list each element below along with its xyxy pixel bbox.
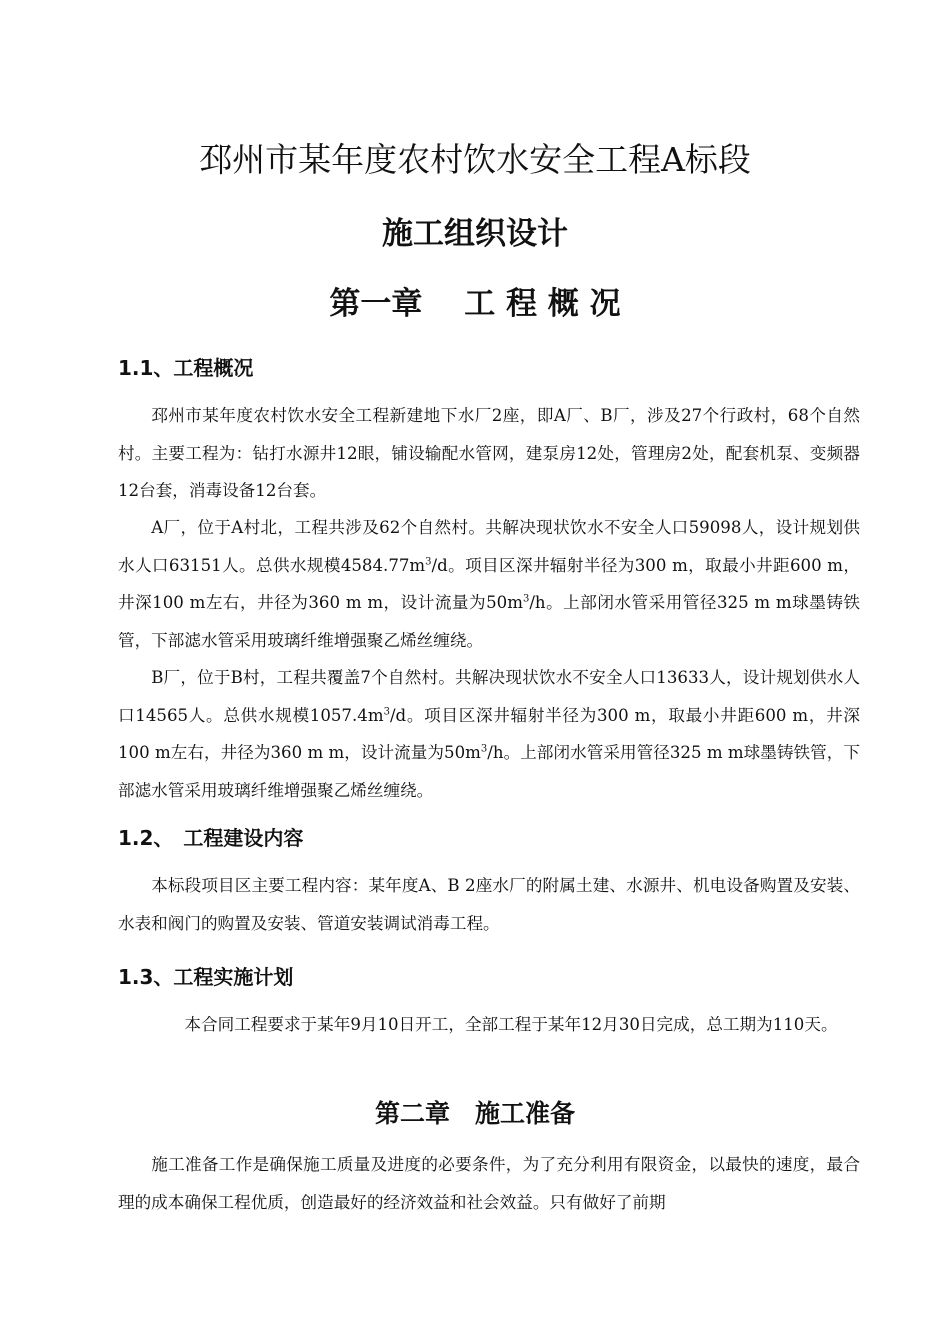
paragraph-plant-b: B厂，位于B村，工程共覆盖7个自然村。共解决现状饮水不安全人口13633人，设计规划供水人口14565人。总供水规模$1057.4m^3/d$。项目区深井辐射半径为300 m，取最小井距600 m，井深100 m左右，井径为360 m m，设计流量为$50m^3/h$。上部闭水管采用管径325 m m球墨铸铁管，下部滤水管采用玻璃纤维增强聚乙烯丝缠绕。 (118, 668, 860, 800)
paragraph-overview: 邳州市某年度农村饮水安全工程新建地下水厂2座，即A厂、B厂，涉及27个行政村，68个自然村。主要工程为：钻打水源井12眼，铺设输配水管网，建泵房12处，管理房2处，配套机泵、变频器12台套，消毒设备12台套。 (118, 406, 860, 500)
section-heading-1-2: 1.2、 工程建设内容 (118, 826, 304, 850)
paragraph-plant-a: A厂，位于A村北，工程共涉及62个自然村。共解决现状饮水不安全人口59098人，设计规划供水人口63151人。总供水规模$4584.77m^3/d$。项目区深井辐射半径为300 m，取最小井距600 m，井深100 m左右，井径为360 m m，设计流量为$50m^3/h$。上部闭水管采用管径325 m m球墨铸铁管，下部滤水管采用玻璃纤维增强聚乙烯丝缠绕。 (118, 518, 860, 650)
document-title: 邳州市某年度农村饮水安全工程A标段 (199, 140, 751, 179)
document-subtitle: 施工组织设计 (382, 216, 568, 252)
chapter-heading-2: 第二章 施工准备 (374, 1099, 575, 1128)
paragraph-preparation: 施工准备工作是确保施工质量及进度的必要条件，为了充分利用有限资金，以最快的速度，最合理的成本确保工程优质，创造最好的经济效益和社会效益。只有做好了前期 (118, 1155, 860, 1212)
section-heading-1-3: 1.3、工程实施计划 (118, 965, 294, 989)
section-heading-1-1: 1.1、工程概况 (118, 356, 254, 380)
paragraph-construction-content: 本标段项目区主要工程内容：某年度A、B 2座水厂的附属土建、水源井、机电设备购置及安装、水表和阀门的购置及安装、管道安装调试消毒工程。 (118, 876, 860, 933)
paragraph-schedule: 本合同工程要求于某年9月10日开工，全部工程于某年12月30日完成，总工期为110天。 (184, 1015, 838, 1034)
chapter-heading-1: 第一章 工 程 概 况 (329, 286, 621, 322)
